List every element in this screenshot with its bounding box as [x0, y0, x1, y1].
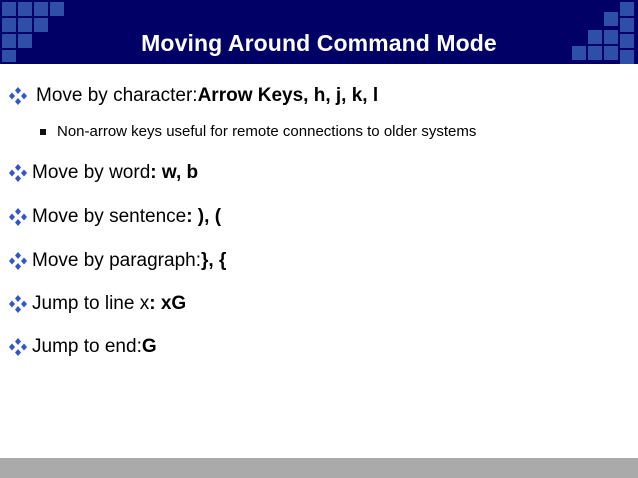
bullet-keys: }, { — [201, 250, 227, 271]
slide-title: Moving Around Command Mode — [141, 30, 497, 56]
bullet-item — [8, 336, 157, 358]
footer-bar — [0, 458, 638, 478]
bullet-keys: : w, b — [150, 162, 199, 183]
bullet-keys: : ), ( — [186, 206, 222, 227]
sub-bullet-item — [40, 123, 476, 140]
bullet-text: Jump to end: — [32, 336, 142, 357]
four-diamond-bullet-icon — [8, 87, 28, 105]
decor-square — [34, 2, 48, 16]
four-diamond-bullet-icon — [8, 208, 28, 226]
bullet-keys: Arrow Keys, h, j, k, l — [197, 85, 379, 106]
decor-square — [2, 2, 16, 16]
bullet-item — [8, 293, 186, 315]
bullet-text: Move by sentence — [32, 206, 187, 227]
decor-square — [18, 2, 32, 16]
bullet-text: Move by word — [32, 162, 151, 183]
four-diamond-bullet-icon — [8, 338, 28, 356]
decor-square — [604, 12, 618, 26]
bullet-keys: : xG — [149, 293, 187, 314]
decor-square — [620, 2, 634, 16]
bullet-text: Move by paragraph: — [32, 250, 201, 271]
bullet-item — [8, 206, 221, 228]
four-diamond-bullet-icon — [8, 295, 28, 313]
bullet-item — [8, 250, 226, 272]
square-bullet-icon — [40, 129, 46, 135]
bullet-text: Jump to line x — [32, 293, 150, 314]
bullet-list — [0, 64, 638, 458]
bullet-item — [8, 162, 198, 184]
bullet-item — [8, 85, 378, 107]
bullet-keys: G — [141, 336, 157, 357]
four-diamond-bullet-icon — [8, 252, 28, 270]
title-bar — [0, 0, 638, 64]
sub-bullet-text: Non-arrow keys useful for remote connections to older systems — [57, 123, 477, 140]
bullet-text: Move by character: — [36, 85, 198, 106]
decor-square — [50, 2, 64, 16]
four-diamond-bullet-icon — [8, 164, 28, 182]
